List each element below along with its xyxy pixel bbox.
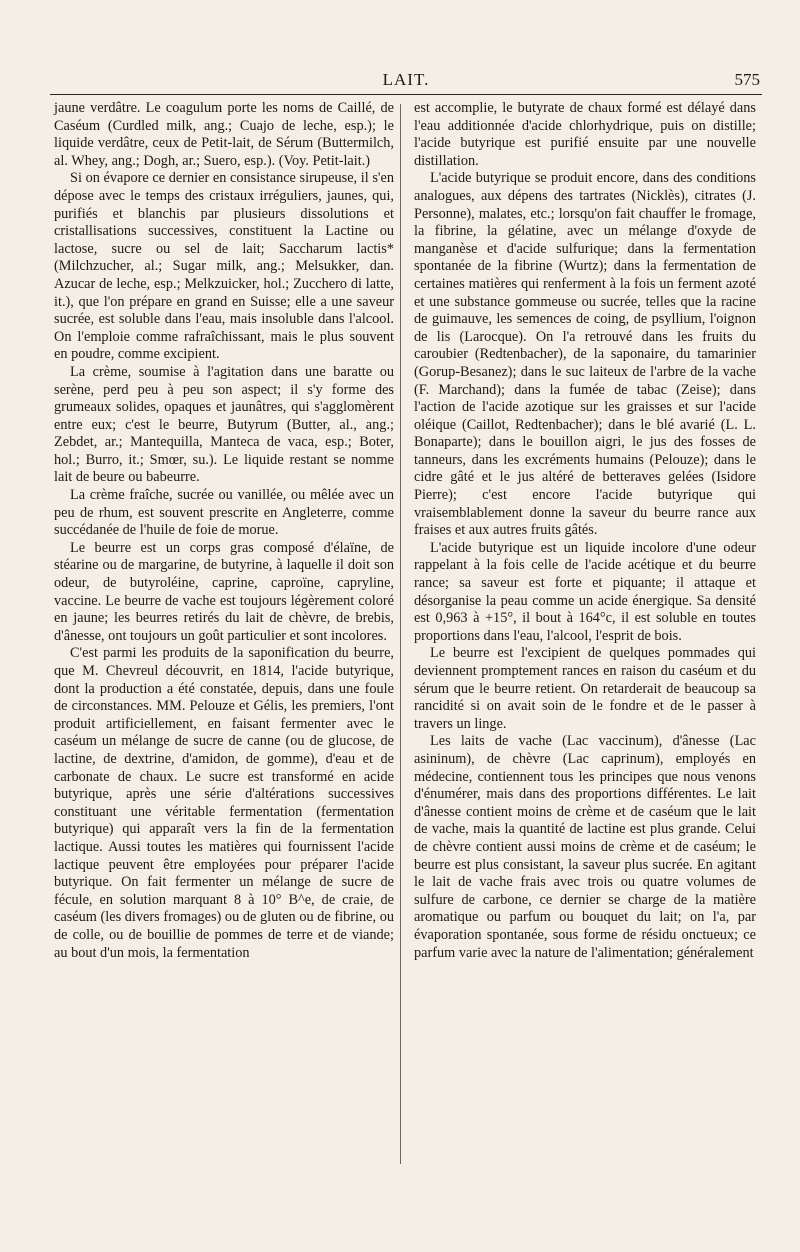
paragraph: L'acide butyrique se produit encore, dans des conditions analogues, aux dépens des tartrates (Nicklès), citrates (J. Personne), malates, etc.; lorsqu'on fait chauffer le fromage, la fibrine, la gélatine, avec un mélange d'oxyde de manganèse et d'acide sulfurique; dans la fermentation spontanée de la fibrine (Wurtz); dans la fermentation de certaines matières qui renferment à la fois un ferment azoté et une substance gommeuse ou sucrée, telles que la racine de guimauve, les semences de coing, de psyllium, l'oignon de lis (Larocque). On l'a retrouvé dans les fruits du caroubier (Redtenbacher), de la saponaire, du tamarinier (Gorup-Besanez); dans le suc laiteux de l'arbre de la vache (F. Marchand); dans la fumée de tabac (Zeise); dans l'action de l'acide azotique sur les graisses et sur l'acide oléique (Caillot, Redtenbacher); dans le blé avarié (L. L. Bonaparte); dans le bouillon aigri, le jus des fosses de tanneurs, dans les excréments humains (Pelouze); dans le cidre gâté et le jus altéré de betteraves gelées (Isidore Pierre); c'est encore l'acide butyrique qui vraisemblablement donne la saveur du beurre rance aux fraises et aux autres fruits gâtés. <box>414 170 756 539</box>
running-title: LAIT. <box>382 70 430 89</box>
column-divider <box>400 104 401 1164</box>
paragraph: La crème fraîche, sucrée ou vanillée, ou mêlée avec un peu de rhum, est souvent prescrite en Angleterre, comme succédanée de l'huile de foie de morue. <box>54 487 394 539</box>
paragraph: est accomplie, le butyrate de chaux formé est délayé dans l'eau additionnée d'acide chlorhydrique, puis on distille; l'acide butyrique est purifié ensuite par une nouvelle distillation. <box>414 100 756 169</box>
header-rule <box>50 94 762 95</box>
page-number: 575 <box>734 70 760 89</box>
paragraph: C'est parmi les produits de la saponification du beurre, que M. Chevreul découvrit, en 1814, l'acide butyrique, dont la production a été constatée, depuis, dans une foule de circonstances. MM. Pelouze et Gélis, les premiers, l'ont produit artificiellement, en faisant fermenter avec le caséum un mélange de sucre de canne (ou de glucose, de lactine, de dextrine, d'amidon, de gomme), d'eau et de carbonate de chaux. Le sucre est transformé en acide butyrique, après une série d'altérations successives constituant une véritable fermentation (fermentation butyrique) qui apparaît vers la fin de la fermentation lactique. Aussi toutes les matières qui fournissent l'acide lactique peuvent être employées pour préparer l'acide butyrique. On fait fermenter un mélange de sucre de fécule, en solution marquant 8 à 10° B^e, de craie, de caséum (les divers fromages) ou de gluten ou de fibrine, ou de colle, ou de bouillie de pommes de terre et de viande; au bout d'un mois, la fermentation <box>54 645 394 961</box>
paragraph: Si on évapore ce dernier en consistance sirupeuse, il s'en dépose avec le temps des cristaux irréguliers, jaunes, qui, purifiés et blanchis par plusieurs dissolutions et cristallisations successives, constituent la Lactine ou lactose, sucre ou sel de lait; Saccharum lactis* (Milchzucher, al.; Sugar milk, ang.; Melsukker, dan. Azucar de leche, esp.; Melkzuicker, hol.; Zucchero di latte, it.), que l'on prépare en grand en Suisse; elle a une saveur sucrée, est soluble dans l'eau, mais insoluble dans l'alcool. On l'emploie comme rafraîchissant, mais le plus souvent en poudre, comme excipient. <box>54 170 394 363</box>
paragraph: Le beurre est un corps gras composé d'élaïne, de stéarine ou de margarine, de butyrine, à laquelle il doit son odeur, de butyroléine, caprine, caproïne, capryline, vaccine. Le beurre de vache est toujours légèrement coloré en jaune; les beurres retirés du lait de chèvre, de brebis, d'ânesse, ont toujours un goût particulier et sont incolores. <box>54 539 394 644</box>
right-column <box>414 100 756 962</box>
paragraph: Les laits de vache (Lac vaccinum), d'ânesse (Lac asininum), de chèvre (Lac caprinum), employés en médecine, contiennent tous les principes que nous venons d'énumérer, mais dans des proportions différentes. Le lait d'ânesse contient moins de crème et de caséum que le lait de vache, mais la quantité de lactine est plus grande. Celui de chèvre contient aussi moins de crème et de caséum; le beurre est plus consistant, la saveur plus sucrée. En agitant le lait de vache frais avec trois ou quatre volumes de sulfure de carbone, ce dernier se charge de la matière aromatique ou parfum ou bouquet du lait; on l'a, par évaporation spontanée, sous forme de résidu onctueux; ce parfum varie avec la nature de l'alimentation; généralement <box>414 733 756 961</box>
page-header <box>52 70 760 96</box>
paragraph: L'acide butyrique est un liquide incolore d'une odeur rappelant à la fois celle de l'acide acétique et du beurre rance; sa saveur est forte et piquante; il attaque et désorganise la peau comme un acide énergique. Sa densité est 0,963 à +15°, il bout à 164°c, il est soluble en toutes proportions dans l'eau, l'alcool, l'esprit de bois. <box>414 539 756 644</box>
left-column <box>54 100 394 962</box>
paragraph: Le beurre est l'excipient de quelques pommades qui deviennent promptement rances en raison du caséum et du sérum que le beurre retient. On retarderait de beaucoup sa rancidité si on avait soin de le fondre et de le passer à travers un linge. <box>414 645 756 732</box>
paragraph: La crème, soumise à l'agitation dans une baratte ou serène, perd peu à peu son aspect; il s'y forme des grumeaux solides, opaques et jaunâtres, qui s'agglomèrent entre eux; c'est le beurre, Butyrum (Butter, al., ang.; Zebdet, ar.; Mantequilla, Manteca de vaca, esp.; Boter, hol.; Burro, it.; Smœr, su.). Le liquide restant se nomme lait de beure ou babeurre. <box>54 363 394 486</box>
paragraph: jaune verdâtre. Le coagulum porte les noms de Caillé, de Caséum (Curdled milk, ang.; Cuajo de leche, esp.); le liquide verdâtre, ceux de Petit-lait, de Sérum (Buttermilch, al. Whey, ang.; Dogh, ar.; Suero, esp.). (Voy. Petit-lait.) <box>54 100 394 169</box>
